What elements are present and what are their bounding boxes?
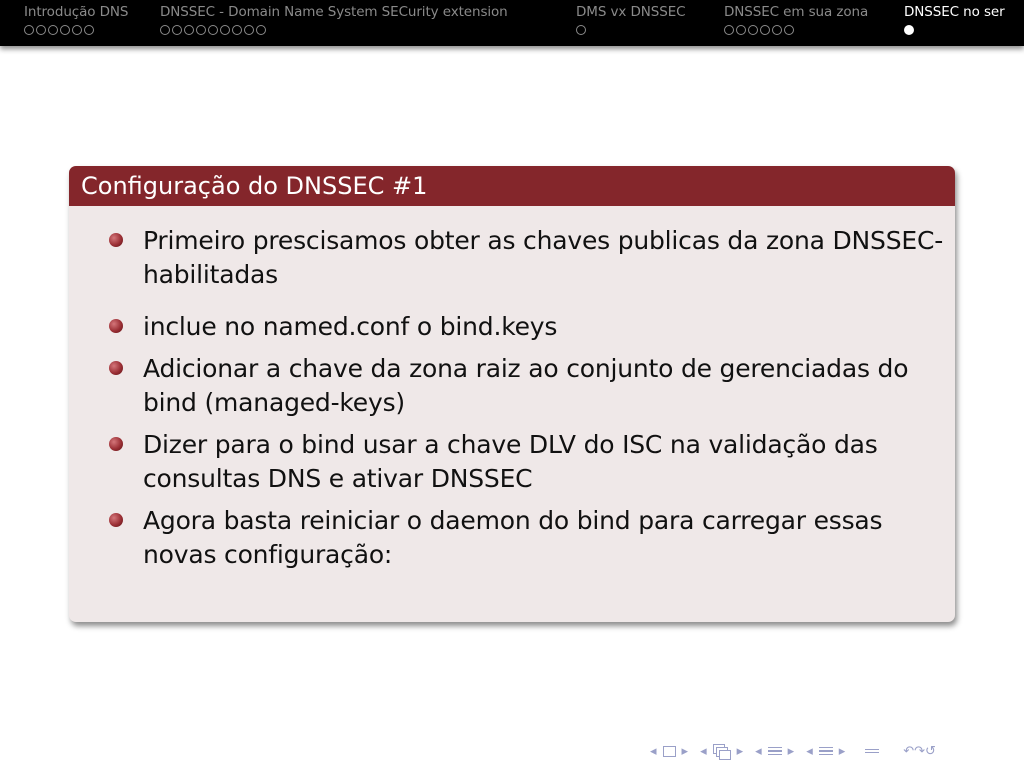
content-block	[69, 166, 955, 622]
nav-section-dnssec-no-servidor[interactable]	[904, 4, 1005, 36]
nav-arrow-left-icon[interactable]: ◂	[806, 743, 813, 759]
document-icon[interactable]	[819, 747, 833, 755]
slide-dot[interactable]	[760, 25, 770, 35]
nav-section-title[interactable]: DNSSEC no ser	[904, 4, 1005, 20]
slide-dot[interactable]	[220, 25, 230, 35]
slide-dot[interactable]	[244, 25, 254, 35]
slide-dot[interactable]	[748, 25, 758, 35]
nav-dots	[904, 24, 1005, 36]
slide-dot[interactable]	[84, 25, 94, 35]
bullet-icon	[109, 513, 123, 527]
slide-dot[interactable]	[736, 25, 746, 35]
document-icon[interactable]	[865, 749, 879, 754]
block-title: Configuração do DNSSEC #1	[69, 166, 955, 206]
subsection-icon[interactable]	[713, 744, 731, 758]
nav-arrow-left-icon[interactable]: ◂	[700, 743, 707, 759]
list-item-text: Agora basta reiniciar o daemon do bind para carregar essas novas configuração:	[143, 506, 883, 569]
slide-dot[interactable]	[232, 25, 242, 35]
list-item	[109, 504, 945, 572]
list-item	[109, 428, 945, 496]
slide-dot[interactable]	[172, 25, 182, 35]
nav-arrow-right-icon[interactable]: ▸	[736, 743, 744, 759]
nav-section-introducao-dns[interactable]	[24, 4, 128, 36]
bullet-icon	[109, 233, 123, 247]
list-item-text: Adicionar a chave da zona raiz ao conjunto de gerenciadas do bind (managed-keys)	[143, 354, 909, 417]
bullet-icon	[109, 361, 123, 375]
list-item	[109, 224, 945, 292]
slide-dot[interactable]	[36, 25, 46, 35]
list-item-text: inclue no named.conf o bind.keys	[143, 312, 558, 341]
slide-dot[interactable]	[48, 25, 58, 35]
nav-section-title[interactable]: DNSSEC em sua zona	[724, 4, 869, 20]
nav-dots	[724, 24, 868, 36]
slide-dot[interactable]	[772, 25, 782, 35]
slide-dot[interactable]	[24, 25, 34, 35]
nav-section-title[interactable]: DNSSEC - Domain Name System SECurity extension	[160, 4, 508, 20]
slide-dot[interactable]	[160, 25, 170, 35]
list-item-text: Dizer para o bind usar a chave DLV do ISC na validação das consultas DNS e ativar DNSSEC	[143, 430, 878, 493]
beamer-navigation-controls	[650, 742, 936, 760]
search-icon[interactable]: ↶↷↺	[903, 743, 936, 759]
nav-section-dnssec[interactable]	[160, 4, 508, 36]
slide-dot[interactable]	[724, 25, 734, 35]
bullet-icon	[109, 437, 123, 451]
slide-dot[interactable]	[184, 25, 194, 35]
slide-dot-current[interactable]	[904, 25, 914, 35]
nav-section-title[interactable]: DMS vx DNSSEC	[576, 4, 686, 20]
nav-section-dnssec-em-sua-zona[interactable]	[724, 4, 868, 36]
slide-dot[interactable]	[784, 25, 794, 35]
slide-dot[interactable]	[196, 25, 206, 35]
slide-dot[interactable]	[256, 25, 266, 35]
list-item	[109, 310, 945, 344]
nav-dots	[160, 24, 508, 36]
slide-dot[interactable]	[576, 25, 586, 35]
list-item	[109, 352, 945, 420]
nav-section-dms-vx-dnssec[interactable]	[576, 4, 685, 36]
nav-section-title[interactable]: Introdução DNS	[24, 4, 129, 20]
section-icon[interactable]	[768, 747, 782, 755]
nav-arrow-left-icon[interactable]: ◂	[650, 743, 657, 759]
slide-dot[interactable]	[72, 25, 82, 35]
nav-arrow-right-icon[interactable]: ▸	[838, 743, 846, 759]
frame-icon[interactable]	[663, 746, 676, 757]
nav-dots	[576, 24, 685, 36]
bullet-icon	[109, 319, 123, 333]
nav-arrow-right-icon[interactable]: ▸	[787, 743, 795, 759]
nav-arrow-right-icon[interactable]: ▸	[681, 743, 689, 759]
block-body	[69, 206, 955, 572]
list-item-text: Primeiro prescisamos obter as chaves publicas da zona DNSSEC-habilitadas	[143, 226, 944, 289]
nav-dots	[24, 24, 128, 36]
navigation-bar	[0, 0, 1024, 46]
nav-arrow-left-icon[interactable]: ◂	[755, 743, 762, 759]
slide-dot[interactable]	[60, 25, 70, 35]
slide-dot[interactable]	[208, 25, 218, 35]
